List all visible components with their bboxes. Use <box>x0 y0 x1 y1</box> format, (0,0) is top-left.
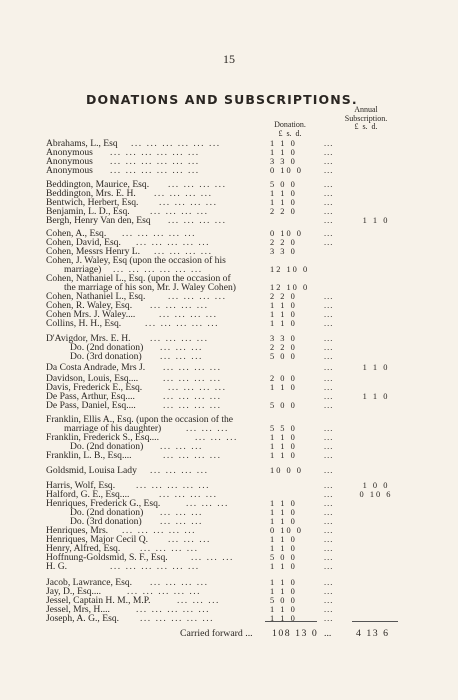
donor-name: Da Costa Andrade, Mrs J. <box>46 362 146 373</box>
donor-name: Davis, Frederick E., Esq. <box>46 382 143 393</box>
annual-total-rule <box>352 621 398 622</box>
column-leader: ... <box>324 466 334 475</box>
leader-dots: ... ... ... ... <box>159 490 218 500</box>
donor-name: Anonymous <box>46 147 93 158</box>
donation-amount: 2 2 0 <box>270 238 297 247</box>
donation-amount: 5 0 0 <box>270 596 297 605</box>
page-title: DONATIONS AND SUBSCRIPTIONS. <box>86 92 358 107</box>
donor-row <box>0 401 458 411</box>
donation-amount: 1 1 0 <box>270 562 297 571</box>
donation-amount: 5 0 0 <box>270 180 297 189</box>
leader-dots: ... ... ... ... <box>168 216 227 226</box>
column-leader: ... <box>324 343 334 352</box>
donation-header-label: Donation. <box>274 120 306 129</box>
leader-dots: ... ... ... ... ... <box>145 319 220 329</box>
leader-dots: ... ... ... ... ... <box>122 229 197 239</box>
column-leader: ... <box>324 553 334 562</box>
column-leader: ... <box>324 216 334 225</box>
donation-amount: 12 10 0 <box>270 283 310 292</box>
leader-dots: ... ... ... ... <box>159 198 218 208</box>
leader-dots: ... ... ... ... ... <box>136 481 211 491</box>
donor-name: Bentwich, Herbert, Esq. <box>46 197 139 208</box>
donation-amount: 1 1 0 <box>270 319 297 328</box>
column-leader: ... <box>324 499 334 508</box>
donation-amount: 12 10 0 <box>270 265 310 274</box>
donor-name: the marriage of his son, Mr. J. Waley Cohen) <box>64 282 236 293</box>
leader-dots: ... ... ... ... ... ... <box>131 139 221 149</box>
leader-dots: ... ... ... ... <box>163 363 222 373</box>
annual-currency-units: £ s. d. <box>354 122 378 131</box>
donor-name: Benjamin, L. D., Esq. <box>46 206 130 217</box>
leader-dots: ... ... ... ... <box>150 301 209 311</box>
donor-name: Joseph, A. G., Esq. <box>46 613 120 624</box>
donor-name: Franklin, L. B., Esq.... <box>46 450 132 461</box>
donor-name: Halford, G. E., Esq.... <box>46 489 130 500</box>
donation-amount: 0 10 0 <box>270 166 303 175</box>
column-leader: ... <box>324 198 334 207</box>
column-leader: ... <box>324 490 334 499</box>
donation-amount: 1 1 0 <box>270 517 297 526</box>
leader-dots: ... ... ... <box>160 343 203 353</box>
donation-amount: 1 1 0 <box>270 451 297 460</box>
annual-subscription-amount: 1 0 0 <box>362 481 390 490</box>
donation-amount: 0 10 0 <box>270 229 303 238</box>
donor-row <box>0 451 458 461</box>
donor-name: Do. (3rd donation) <box>70 351 142 362</box>
leader-dots: ... ... ... <box>177 596 220 606</box>
donor-name: H. G. <box>46 561 68 572</box>
donation-amount: 10 0 0 <box>270 466 303 475</box>
column-leader: ... <box>324 392 334 401</box>
donation-amount: 1 1 0 <box>270 587 297 596</box>
column-leader: ... <box>324 481 334 490</box>
donor-name: Beddington, Mrs. E. H. <box>46 188 136 199</box>
column-leader: ... <box>324 401 334 410</box>
donation-amount: 5 5 0 <box>270 424 297 433</box>
column-leader: ... <box>324 614 334 623</box>
column-leader: ... <box>324 587 334 596</box>
donor-name: Collins, H. H., Esq. <box>46 318 122 329</box>
column-leader: ... <box>324 508 334 517</box>
leader-dots: ... ... ... ... <box>159 310 218 320</box>
column-leader: ... <box>324 442 334 451</box>
donation-amount: 1 1 0 <box>270 148 297 157</box>
donor-name: marriage) <box>64 264 102 275</box>
column-leader: ... <box>324 526 334 535</box>
leader-dots: ... ... ... ... ... ... <box>110 157 200 167</box>
donor-row <box>0 614 458 624</box>
donation-amount: 1 1 0 <box>270 301 297 310</box>
column-leader: ... <box>324 189 334 198</box>
carried-forward-label: Carried forward ... <box>180 628 253 639</box>
donor-name: Henriques, Major Cecil Q. <box>46 534 149 545</box>
donation-currency-units: £ s. d. <box>278 128 302 138</box>
leader-dots: ... ... ... ... <box>150 466 209 476</box>
donor-name: Cohen, A., Esq. <box>46 228 107 239</box>
annual-subscription-amount: 1 1 0 <box>362 392 390 401</box>
leader-dots: ... ... ... ... <box>163 392 222 402</box>
donor-name: Jessel, Mrs, H.... <box>46 604 110 615</box>
donor-name: Do. (2nd donation) <box>70 441 144 452</box>
donation-amount: 1 1 0 <box>270 310 297 319</box>
donation-amount: 5 0 0 <box>270 553 297 562</box>
donor-name: Jay, D., Esq.... <box>46 586 102 597</box>
donor-name: Anonymous <box>46 165 93 176</box>
column-leader: ... <box>324 363 334 372</box>
leader-dots: ... ... ... ... <box>168 180 227 190</box>
donation-amount: 2 2 0 <box>270 292 297 301</box>
donor-row <box>0 216 458 226</box>
donor-name: Franklin, Ellis A., Esq. (upon the occasion of the <box>46 414 234 425</box>
column-leader: ... <box>324 352 334 361</box>
donation-amount: 1 1 0 <box>270 139 297 148</box>
leader-dots: ... ... ... ... <box>154 189 213 199</box>
donation-amount: 1 1 0 <box>270 578 297 587</box>
leader-dots: ... ... ... <box>160 508 203 518</box>
donor-name: D'Avigdor, Mrs. E. H. <box>46 333 131 344</box>
leader-dots: ... ... ... <box>186 424 229 434</box>
column-leader: ... <box>324 433 334 442</box>
donor-name: Do. (3rd donation) <box>70 516 142 527</box>
donation-amount: 1 1 0 <box>270 508 297 517</box>
leader-dots: ... ... ... ... <box>168 383 227 393</box>
column-leader: ... <box>324 180 334 189</box>
column-leader: ... <box>324 334 334 343</box>
column-leader: ... <box>324 166 334 175</box>
donation-total-rule <box>265 621 317 622</box>
column-leader: ... <box>324 207 334 216</box>
carried-forward-separator: ... <box>324 628 332 639</box>
donor-name: Cohen Mrs. J. Waley.... <box>46 309 136 320</box>
leader-dots: ... ... ... ... <box>163 401 222 411</box>
donor-name: Cohen, Messrs Henry L. <box>46 246 141 257</box>
column-leader: ... <box>324 562 334 571</box>
column-leader: ... <box>324 535 334 544</box>
donor-row <box>0 319 458 329</box>
donation-amount: 3 3 0 <box>270 334 297 343</box>
donor-name: Cohen, R. Waley, Esq. <box>46 300 133 311</box>
leader-dots: ... ... ... <box>195 433 238 443</box>
leader-dots: ... ... ... ... ... ... <box>113 265 203 275</box>
leader-dots: ... ... ... <box>186 499 229 509</box>
leader-dots: ... ... ... ... ... ... <box>110 148 200 158</box>
donation-amount: 1 1 0 <box>270 614 297 623</box>
donor-row <box>0 166 458 176</box>
column-leader: ... <box>324 319 334 328</box>
donor-name: Henriques, Mrs. <box>46 525 109 536</box>
column-leader: ... <box>324 374 334 383</box>
leader-dots: ... ... ... ... ... <box>140 614 215 624</box>
donation-amount: 1 1 0 <box>270 383 297 392</box>
annual-subscription-amount: 0 10 6 <box>359 490 393 499</box>
donation-amount: 3 3 0 <box>270 247 297 256</box>
carried-forward-annual: 4 13 6 <box>356 628 390 639</box>
column-leader: ... <box>324 544 334 553</box>
column-leader: ... <box>324 451 334 460</box>
donor-name: Do. (2nd donation) <box>70 342 144 353</box>
donation-amount: 1 1 0 <box>270 535 297 544</box>
column-leader: ... <box>324 148 334 157</box>
leader-dots: ... ... ... ... ... <box>122 526 197 536</box>
donation-amount: 0 10 0 <box>270 526 303 535</box>
donation-amount: 3 3 0 <box>270 157 297 166</box>
donor-name: Hoffnung-Goldsmid, S. F., Esq. <box>46 552 168 563</box>
donor-name: Jacob, Lawrance, Esq. <box>46 577 133 588</box>
leader-dots: ... ... ... ... ... ... <box>110 562 200 572</box>
donor-name: Franklin, Frederick S., Esq.... <box>46 432 159 443</box>
donor-row <box>0 352 458 362</box>
donor-name: Harris, Wolf, Esq. <box>46 480 116 491</box>
carried-forward-donation: 108 13 0 <box>272 628 319 639</box>
donor-name: De Pass, Arthur, Esq.... <box>46 391 135 402</box>
column-leader: ... <box>324 310 334 319</box>
leader-dots: ... ... ... ... <box>168 292 227 302</box>
donation-amount: 1 1 0 <box>270 605 297 614</box>
annual-header-label-line2: Subscription. <box>344 113 388 123</box>
donation-amount: 2 2 0 <box>270 343 297 352</box>
column-leader: ... <box>324 157 334 166</box>
leader-dots: ... ... ... <box>160 352 203 362</box>
donor-name: Jessel, Captain H. M., M.P. <box>46 595 151 606</box>
donation-amount: 5 0 0 <box>270 401 297 410</box>
donor-name: Abrahams, L., Esq <box>46 138 118 149</box>
donation-amount: 1 1 0 <box>270 433 297 442</box>
column-leader: ... <box>324 517 334 526</box>
leader-dots: ... ... ... ... ... <box>127 587 202 597</box>
leader-dots: ... ... ... ... <box>150 207 209 217</box>
donation-amount: 5 0 0 <box>270 352 297 361</box>
donation-amount: 1 1 0 <box>270 198 297 207</box>
leader-dots: ... ... ... ... <box>154 247 213 257</box>
donor-name: Bergh, Henry Van den, Esq <box>46 215 151 226</box>
leader-dots: ... ... ... <box>191 553 234 563</box>
donor-name: Beddington, Maurice, Esq. <box>46 179 150 190</box>
donor-name: De Pass, Daniel, Esq.... <box>46 400 136 411</box>
annual-subscription-amount: 1 1 0 <box>362 216 390 225</box>
column-leader: ... <box>324 605 334 614</box>
column-leader: ... <box>324 301 334 310</box>
donor-row <box>0 363 458 373</box>
donor-name: Henry, Alfred, Esq. <box>46 543 121 554</box>
column-leader: ... <box>324 383 334 392</box>
donation-amount: 2 2 0 <box>270 207 297 216</box>
leader-dots: ... ... ... ... <box>163 451 222 461</box>
leader-dots: ... ... ... ... <box>150 334 209 344</box>
donation-amount: 2 0 0 <box>270 374 297 383</box>
leader-dots: ... ... ... ... <box>150 578 209 588</box>
donor-row <box>0 562 458 572</box>
donor-name: Cohen, Nathaniel L., Esq. <box>46 291 146 302</box>
column-leader: ... <box>324 424 334 433</box>
donor-name: Cohen, David, Esq. <box>46 237 121 248</box>
donation-amount: 1 1 0 <box>270 189 297 198</box>
donor-name: Goldsmid, Louisa Lady <box>46 465 137 476</box>
donation-amount: 1 1 0 <box>270 544 297 553</box>
column-leader: ... <box>324 596 334 605</box>
leader-dots: ... ... ... ... <box>140 544 199 554</box>
column-leader: ... <box>324 139 334 148</box>
donor-name: Cohen, Nathaniel L., Esq. (upon the occasion of <box>46 273 231 284</box>
leader-dots: ... ... ... <box>160 517 203 527</box>
donation-amount: 1 1 0 <box>270 442 297 451</box>
page-number: 15 <box>223 52 235 66</box>
leader-dots: ... ... ... ... ... <box>136 605 211 615</box>
column-leader: ... <box>324 238 334 247</box>
donor-name: Cohen, J. Waley, Esq (upon the occasion of his <box>46 255 226 266</box>
leader-dots: ... ... ... ... <box>163 374 222 384</box>
donor-row <box>0 466 458 476</box>
donor-name: Do. (2nd donation) <box>70 507 144 518</box>
donor-name: Anonymous <box>46 156 93 167</box>
leader-dots: ... ... ... <box>160 442 203 452</box>
leader-dots: ... ... ... ... ... ... <box>110 166 200 176</box>
column-leader: ... <box>324 578 334 587</box>
donor-name: Henriques, Frederick G., Esq. <box>46 498 161 509</box>
donor-name: marriage of his daughter) <box>64 423 162 434</box>
leader-dots: ... ... ... <box>168 535 211 545</box>
donor-name: Davidson, Louis, Esq.... <box>46 373 139 384</box>
annual-subscription-amount: 1 1 0 <box>362 363 390 372</box>
annual-header-label-line1: Annual <box>354 105 378 114</box>
column-leader: ... <box>324 292 334 301</box>
donation-amount: 1 1 0 <box>270 499 297 508</box>
leader-dots: ... ... ... ... ... <box>136 238 211 248</box>
column-leader: ... <box>324 229 334 238</box>
